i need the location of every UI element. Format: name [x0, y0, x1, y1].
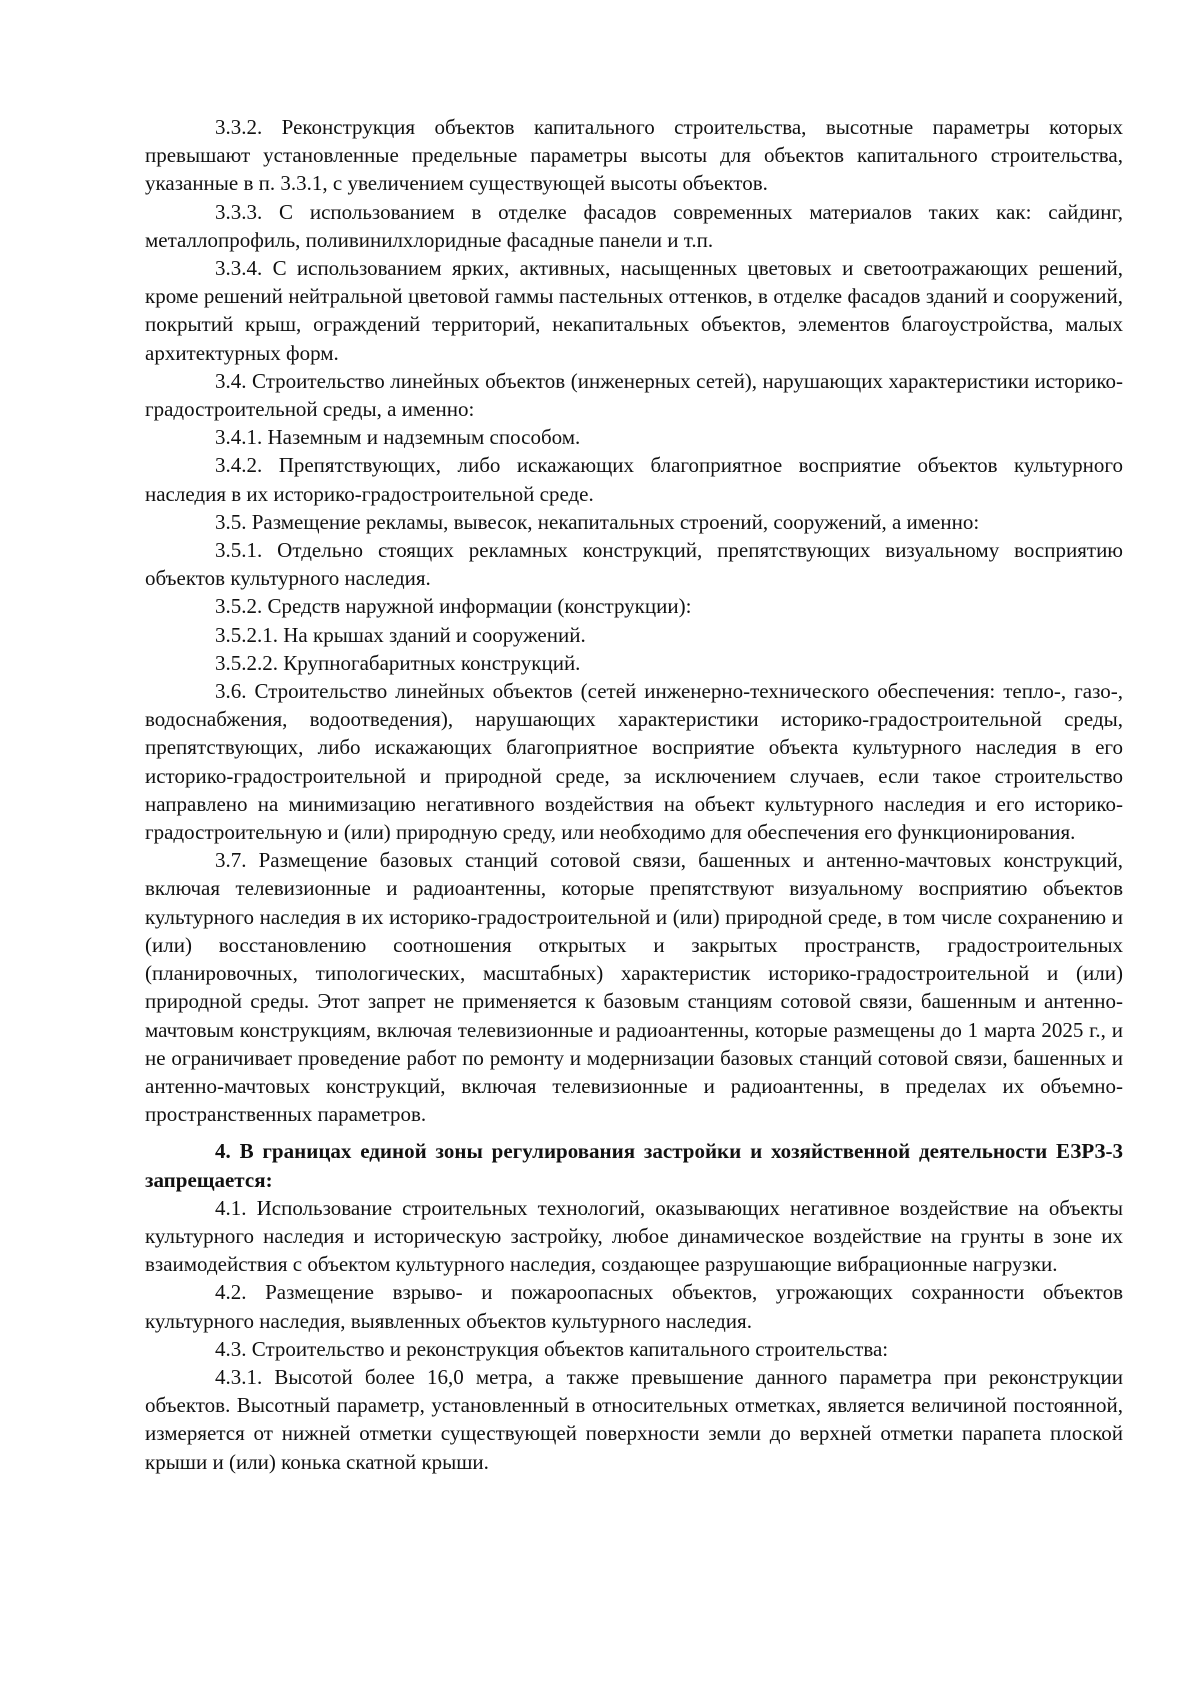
paragraph-3-7: 3.7. Размещение базовых станций сотовой связи, башенных и антенно-мачтовых конструкций, включая телевизионные и радиоантенны, которые препятствуют визуальному восприятию объектов культурного наследия в их историко-градостроительной и (или) природной среде, в том числе сохранению и (или) восстановлению соотношения открытых и закрытых пространств, градостроительных (планировочных, типологических, масштабных) характеристик историко-градостроительной и (или) природной среды. Этот запрет не применяется к базовым станциям сотовой связи, башенным и антенно-мачтовым конструкциям, включая телевизионные и радиоантенны, которые размещены до 1 марта 2025 г., и не ограничивает проведение работ по ремонту и модернизации базовых станций сотовой связи, башенных и антенно-мачтовых конструкций, включая телевизионные и радиоантенны, в пределах их объемно-пространственных параметров. [145, 848, 1123, 1127]
paragraph-3-3-2: 3.3.2. Реконструкция объектов капитального строительства, высотные параметры которых превышают установленные предельные параметры высоты для объектов капитального строительства, указанные в п. 3.3.1, с увеличением существующей высоты объектов. [145, 115, 1123, 196]
paragraph-3-4-2: 3.4.2. Препятствующих, либо искажающих благоприятное восприятие объектов культурного наследия в их историко-градостроительной среде. [145, 453, 1123, 506]
paragraph-3-5-2-1: 3.5.2.1. На крышах зданий и сооружений. [215, 622, 586, 647]
paragraph-4-2: 4.2. Размещение взрыво- и пожароопасных объектов, угрожающих сохранности объектов культурного наследия, выявленных объектов культурного наследия. [145, 1280, 1123, 1333]
paragraph-3-4-1: 3.4.1. Наземным и надземным способом. [215, 425, 581, 450]
paragraph-3-5-2: 3.5.2. Средств наружной информации (конструкции): [215, 594, 692, 619]
document-body [145, 113, 1123, 1476]
paragraph-4-1: 4.1. Использование строительных технологий, оказывающих негативное воздействие на объекты культурного наследия и историческую застройку, любое динамическое воздействие на грунты в зоне их взаимодействия с объектом культурного наследия, создающее разрушающие вибрационные нагрузки. [145, 1195, 1123, 1277]
paragraph-4-3-1: 4.3.1. Высотой более 16,0 метра, а также превышение данного параметра при реконструкции объектов. Высотный параметр, установленный в относительных отметках, является величиной постоянной, измеряется от нижней отметки существующей поверхности земли до верхней отметки парапета плоской крыши и (или) конька скатной крыши. [145, 1364, 1123, 1474]
paragraph-3-3-3: 3.3.3. С использованием в отделке фасадов современных материалов таких как: сайдинг, металлопрофиль, поливинилхлоридные фасадные панели и т.п. [145, 199, 1123, 252]
paragraph-3-3-4: 3.3.4. С использованием ярких, активных, насыщенных цветовых и светоотражающих решений, кроме решений нейтральной цветовой гаммы пастельных оттенков, в отделке фасадов зданий и сооружений, покрытий крыш, ограждений территорий, некапитальных объектов, элементов благоустройства, малых архитектурных форм. [145, 256, 1123, 365]
paragraph-3-4: 3.4. Строительство линейных объектов (инженерных сетей), нарушающих характеристики историко-градостроительной среды, а именно: [145, 368, 1123, 422]
paragraph-3-6: 3.6. Строительство линейных объектов (сетей инженерно-технического обеспечения: тепло-, газо-, водоснабжения, водоотведения), нарушающих характеристики историко-градостроительной среды, препятствующих, либо искажающих благоприятное восприятие объекта культурного наследия в его историко-градостроительной и природной среде, за исключением случаев, если такое строительство направлено на минимизацию негативного воздействия на объект культурного наследия и его историко-градостроительную и (или) природную среду, или необходимо для обеспечения его функционирования. [145, 679, 1123, 845]
paragraph-3-5-1: 3.5.1. Отдельно стоящих рекламных конструкций, препятствующих визуальному восприятию объектов культурного наследия. [145, 538, 1123, 591]
section-4-heading: 4. В границах единой зоны регулирования застройки и хозяйственной деятельности ЕЗРЗ-3 запрещается: [145, 1139, 1123, 1192]
paragraph-3-5-2-2: 3.5.2.2. Крупногабаритных конструкций. [215, 650, 581, 675]
paragraph-4-3: 4.3. Строительство и реконструкция объектов капитального строительства: [215, 1336, 889, 1361]
paragraph-3-5: 3.5. Размещение рекламы, вывесок, некапитальных строений, сооружений, а именно: [215, 509, 980, 534]
